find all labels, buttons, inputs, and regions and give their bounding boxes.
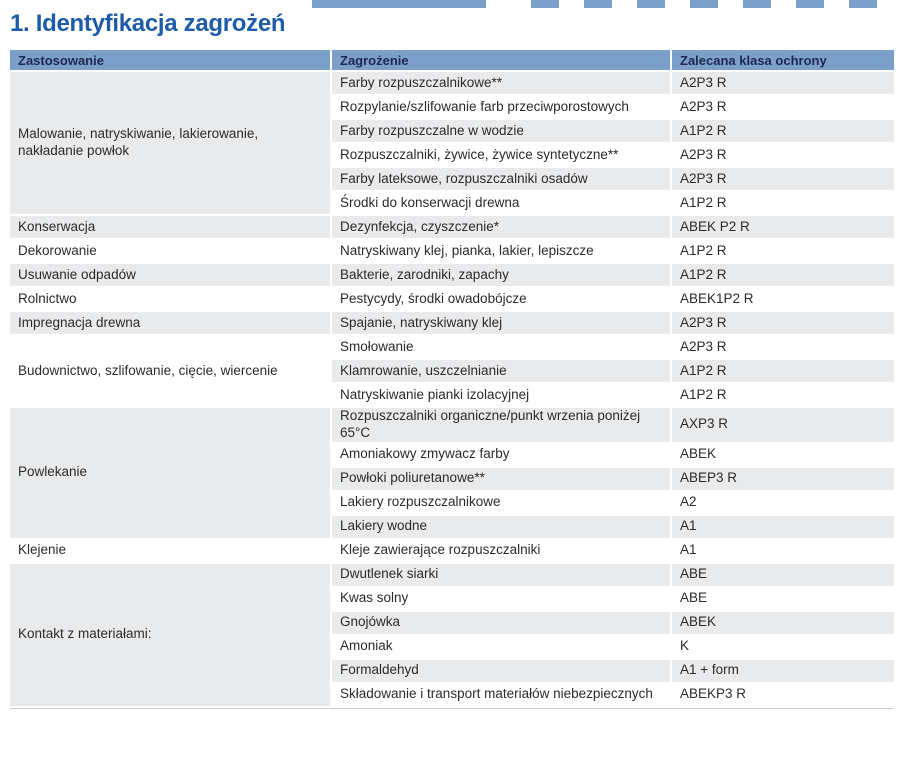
hazard-cell: Bakterie, zarodniki, zapachy: [332, 264, 672, 288]
protection-class-cell: A2P3 R: [672, 168, 894, 192]
protection-class-cell: A1 + form: [672, 660, 894, 684]
hazard-cell: Lakiery rozpuszczalnikowe: [332, 492, 672, 516]
table-header-row: [10, 50, 894, 72]
hazard-cell: Dezynfekcja, czyszczenie*: [332, 216, 672, 240]
hazard-cell: Natryskiwanie pianki izolacyjnej: [332, 384, 672, 408]
column-header-hazard: Zagrożenie: [332, 50, 672, 72]
protection-class-cell: A1P2 R: [672, 192, 894, 216]
application-cell: Klejenie: [10, 540, 332, 564]
protection-class-cell: A2P3 R: [672, 72, 894, 96]
cropped-header-cell: [584, 0, 612, 8]
protection-class-cell: A1P2 R: [672, 384, 894, 408]
protection-class-cell: A2P3 R: [672, 96, 894, 120]
table-row: [10, 216, 894, 240]
column-header-application: Zastosowanie: [10, 50, 332, 72]
cropped-header-cell: [849, 0, 877, 8]
hazard-cell: Pestycydy, środki owadobójcze: [332, 288, 672, 312]
application-cell: Impregnacja drewna: [10, 312, 332, 336]
table-row: [10, 240, 894, 264]
hazard-cell: Kwas solny: [332, 588, 672, 612]
hazard-cell: Farby lateksowe, rozpuszczalniki osadów: [332, 168, 672, 192]
cropped-header-cell: [312, 0, 486, 8]
hazard-cell: Dwutlenek siarki: [332, 564, 672, 588]
table-row: [10, 288, 894, 312]
protection-class-cell: ABEP3 R: [672, 468, 894, 492]
hazard-cell: Farby rozpuszczalnikowe**: [332, 72, 672, 96]
protection-class-cell: ABEK: [672, 444, 894, 468]
protection-class-cell: K: [672, 636, 894, 660]
application-cell: Powlekanie: [10, 408, 332, 540]
application-cell: Kontakt z materiałami:: [10, 564, 332, 708]
cropped-header-cell: [690, 0, 718, 8]
hazard-cell: Smołowanie: [332, 336, 672, 360]
hazard-cell: Farby rozpuszczalne w wodzie: [332, 120, 672, 144]
hazard-cell: Rozpuszczalniki organiczne/punkt wrzenia poniżej 65°C: [332, 408, 672, 444]
protection-class-cell: A1: [672, 516, 894, 540]
table-body: [10, 72, 894, 708]
table-row: [10, 336, 894, 360]
page-title: 1. Identyfikacja zagrożeń: [10, 10, 286, 37]
protection-class-cell: A1P2 R: [672, 264, 894, 288]
table-row: [10, 264, 894, 288]
protection-class-cell: A1P2 R: [672, 240, 894, 264]
application-cell: Budownictwo, szlifowanie, cięcie, wiercenie: [10, 336, 332, 408]
table-row: [10, 540, 894, 564]
hazard-cell: Gnojówka: [332, 612, 672, 636]
hazard-cell: Rozpylanie/szlifowanie farb przeciwporostowych: [332, 96, 672, 120]
application-cell: Dekorowanie: [10, 240, 332, 264]
protection-class-cell: ABEK P2 R: [672, 216, 894, 240]
hazard-cell: Lakiery wodne: [332, 516, 672, 540]
application-cell: Konserwacja: [10, 216, 332, 240]
cropped-header-cell: [531, 0, 559, 8]
table-row: [10, 564, 894, 588]
protection-class-cell: A2: [672, 492, 894, 516]
protection-class-cell: A2P3 R: [672, 336, 894, 360]
protection-class-cell: ABE: [672, 588, 894, 612]
hazard-cell: Powłoki poliuretanowe**: [332, 468, 672, 492]
protection-class-cell: ABEK: [672, 612, 894, 636]
table-row: [10, 408, 894, 444]
hazard-identification-table: [10, 50, 894, 709]
protection-class-cell: ABE: [672, 564, 894, 588]
protection-class-cell: A1P2 R: [672, 360, 894, 384]
application-cell: Rolnictwo: [10, 288, 332, 312]
protection-class-cell: AXP3 R: [672, 408, 894, 444]
hazard-cell: Amoniak: [332, 636, 672, 660]
hazard-cell: Rozpuszczalniki, żywice, żywice syntetyczne**: [332, 144, 672, 168]
hazard-cell: Składowanie i transport materiałów niebezpiecznych: [332, 684, 672, 708]
cropped-header-cell: [743, 0, 771, 8]
hazard-cell: Klamrowanie, uszczelnianie: [332, 360, 672, 384]
cropped-header-cell: [796, 0, 824, 8]
hazard-cell: Spajanie, natryskiwany klej: [332, 312, 672, 336]
protection-class-cell: A1P2 R: [672, 120, 894, 144]
protection-class-cell: ABEK1P2 R: [672, 288, 894, 312]
hazard-cell: Natryskiwany klej, pianka, lakier, lepiszcze: [332, 240, 672, 264]
table-row: [10, 72, 894, 96]
protection-class-cell: ABEKP3 R: [672, 684, 894, 708]
protection-class-cell: A2P3 R: [672, 312, 894, 336]
table-row: [10, 312, 894, 336]
hazard-cell: Formaldehyd: [332, 660, 672, 684]
application-cell: Usuwanie odpadów: [10, 264, 332, 288]
hazard-cell: Amoniakowy zmywacz farby: [332, 444, 672, 468]
application-cell: Malowanie, natryskiwanie, lakierowanie, nakładanie powłok: [10, 72, 332, 216]
protection-class-cell: A1: [672, 540, 894, 564]
protection-class-cell: A2P3 R: [672, 144, 894, 168]
hazard-cell: Kleje zawierające rozpuszczalniki: [332, 540, 672, 564]
column-header-protection-class: Zalecana klasa ochrony: [672, 50, 894, 72]
hazard-cell: Środki do konserwacji drewna: [332, 192, 672, 216]
cropped-header-cell: [637, 0, 665, 8]
